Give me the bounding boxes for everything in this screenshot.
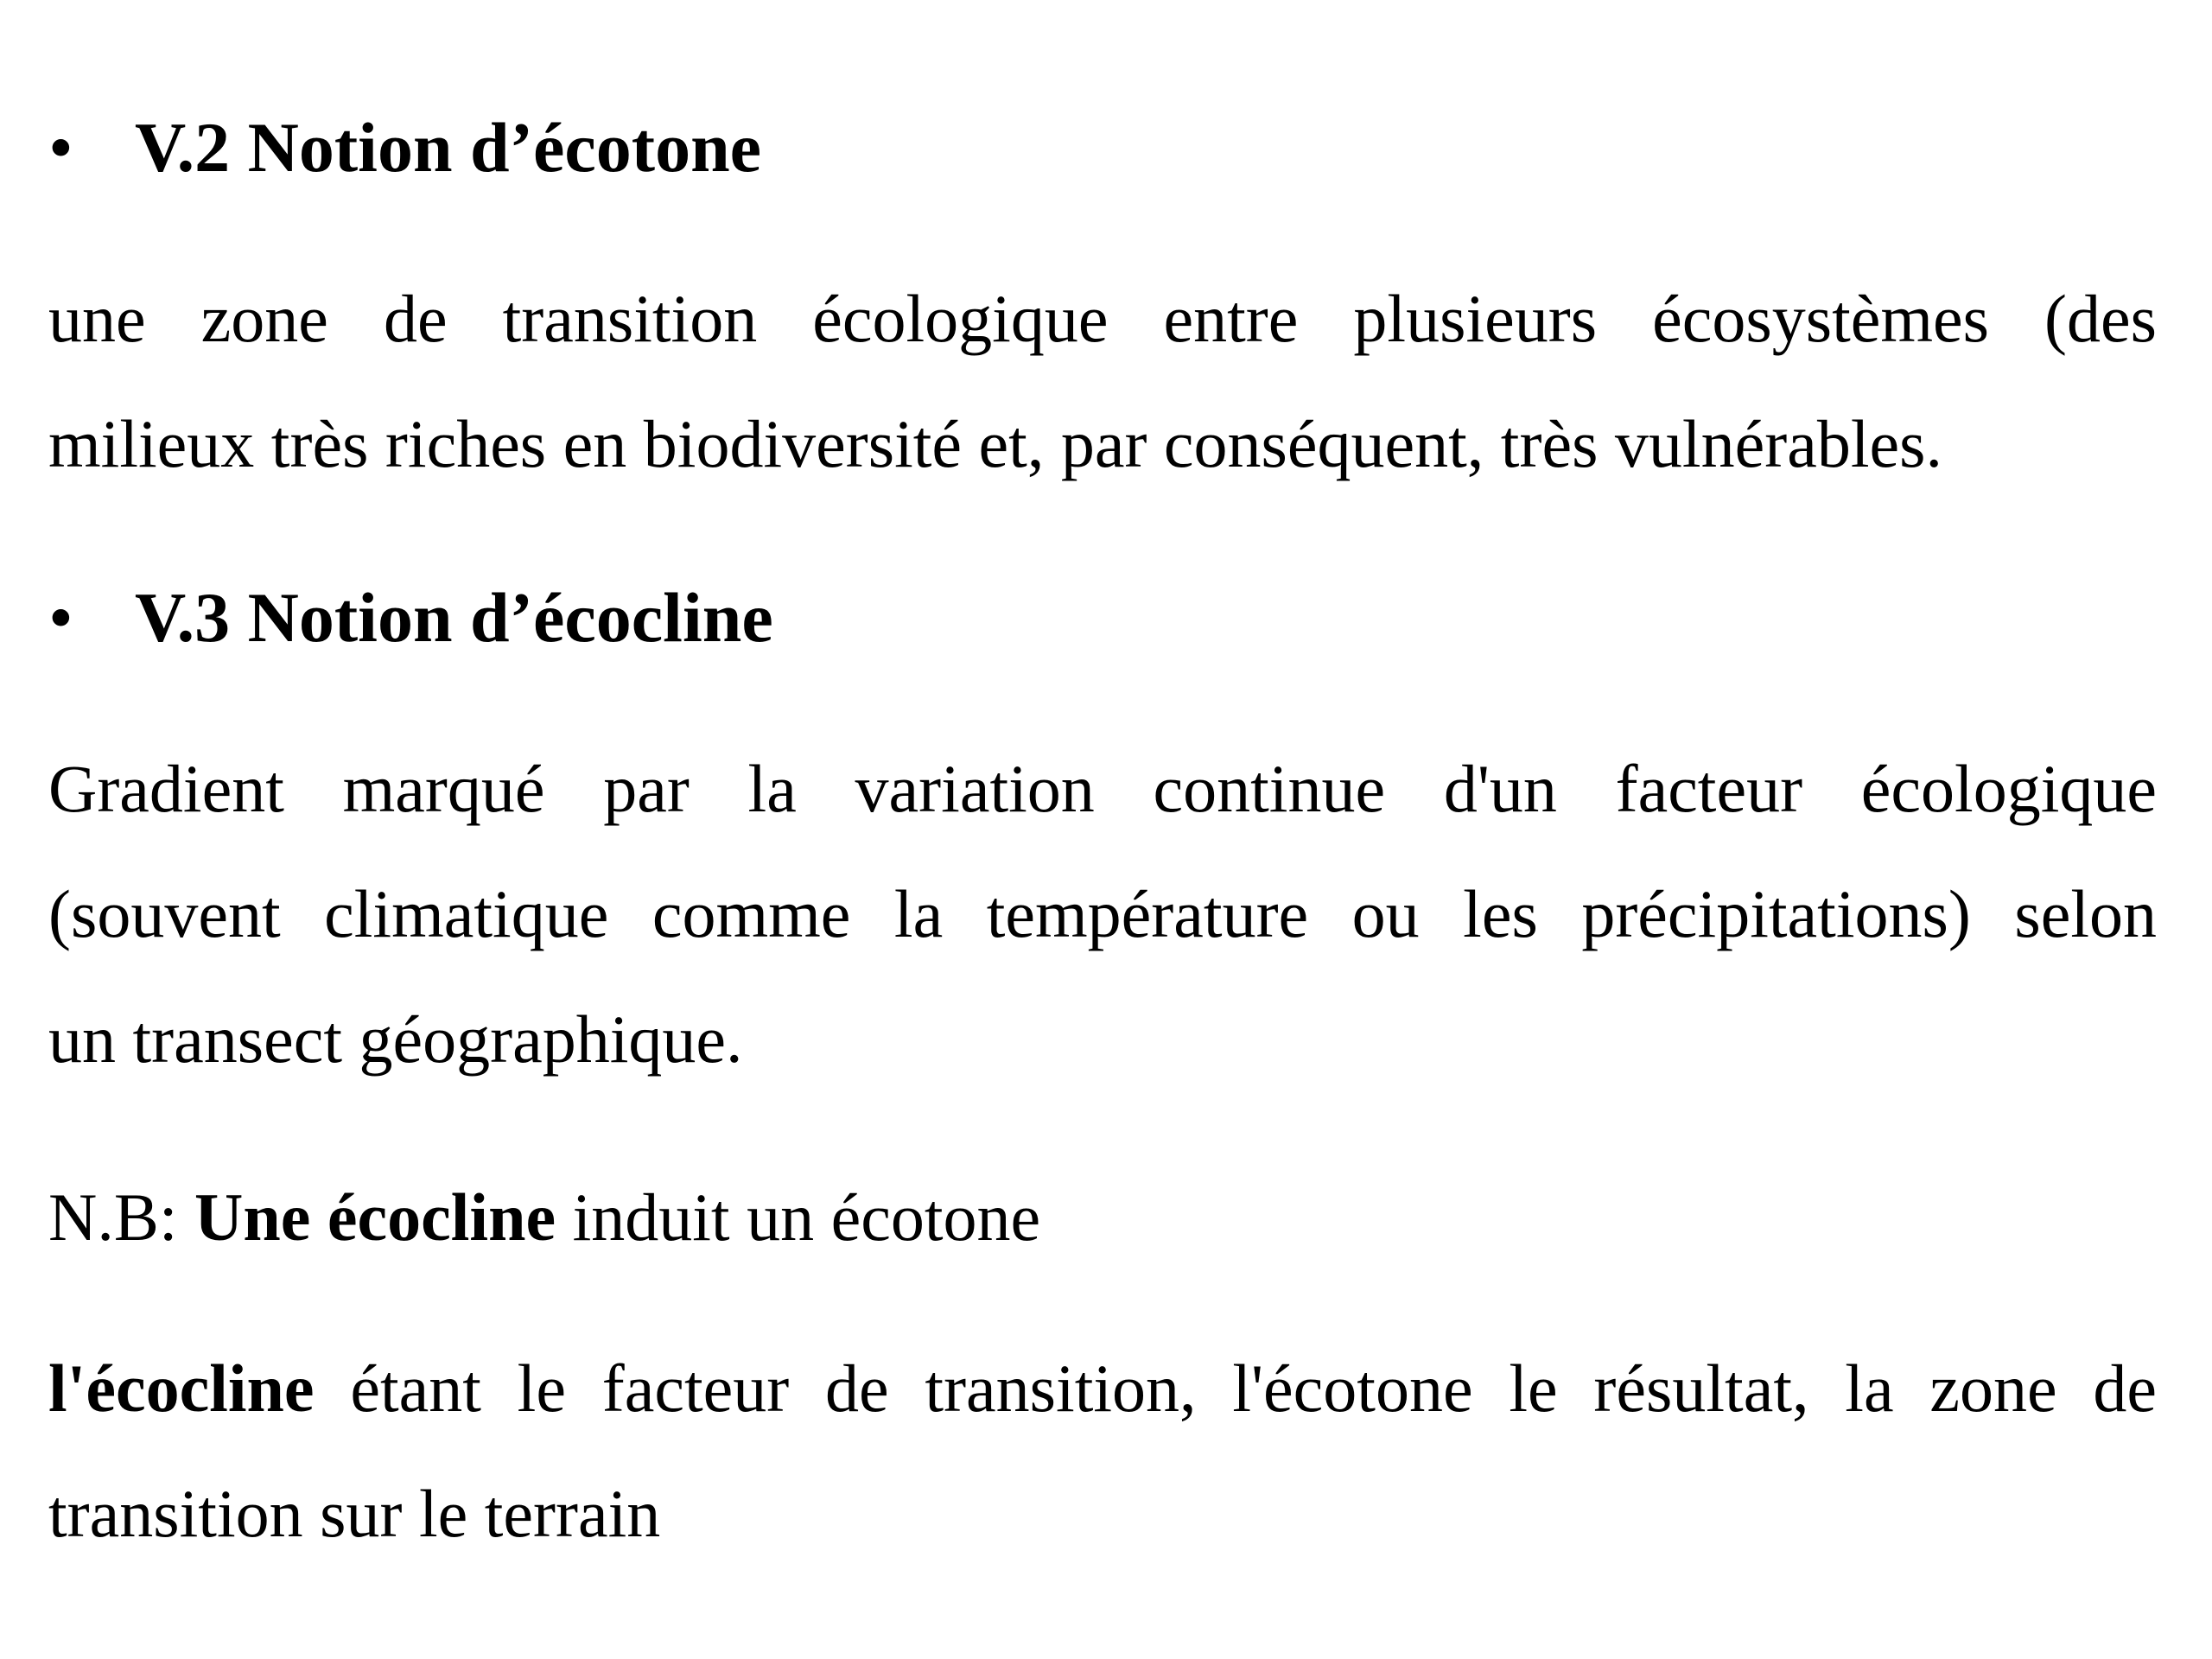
paragraph-line: un transect géographique. bbox=[48, 1001, 743, 1077]
bullet-icon: • bbox=[48, 108, 73, 187]
section-heading-ecotone bbox=[48, 108, 762, 187]
note-bold-term: Une écocline bbox=[194, 1179, 556, 1255]
heading-text: V.2 Notion d’écotone bbox=[135, 108, 762, 187]
paragraph-line: une zone de transition écologique entre plusieurs écosystèmes (des bbox=[48, 281, 2157, 356]
final-bold-term: l'écocline bbox=[48, 1351, 315, 1426]
section-heading-ecocline bbox=[48, 578, 773, 657]
paragraph-line: (souvent climatique comme la température ou les précipitations) selon bbox=[48, 876, 2157, 951]
paragraph-ecocline-definition bbox=[48, 726, 2157, 1102]
paragraph-line: Gradient marqué par la variation continue d'un facteur écologique bbox=[48, 751, 2157, 826]
paragraph-line: transition sur le terrain bbox=[48, 1476, 661, 1551]
note-rest: induit un écotone bbox=[556, 1179, 1041, 1255]
heading-text: V.3 Notion d’écocline bbox=[135, 578, 773, 657]
note-line bbox=[48, 1179, 1041, 1255]
paragraph-line: milieux très riches en biodiversité et, par conséquent, très vulnérables. bbox=[48, 406, 1942, 481]
paragraph-final bbox=[48, 1325, 2157, 1576]
note-prefix: N.B: bbox=[48, 1179, 195, 1255]
final-line1-rest: étant le facteur de transition, l'écotone le résultat, la zone de bbox=[314, 1351, 2157, 1426]
bullet-icon: • bbox=[48, 578, 73, 657]
paragraph-line bbox=[48, 1325, 2157, 1451]
paragraph-ecotone-definition bbox=[48, 256, 2157, 506]
